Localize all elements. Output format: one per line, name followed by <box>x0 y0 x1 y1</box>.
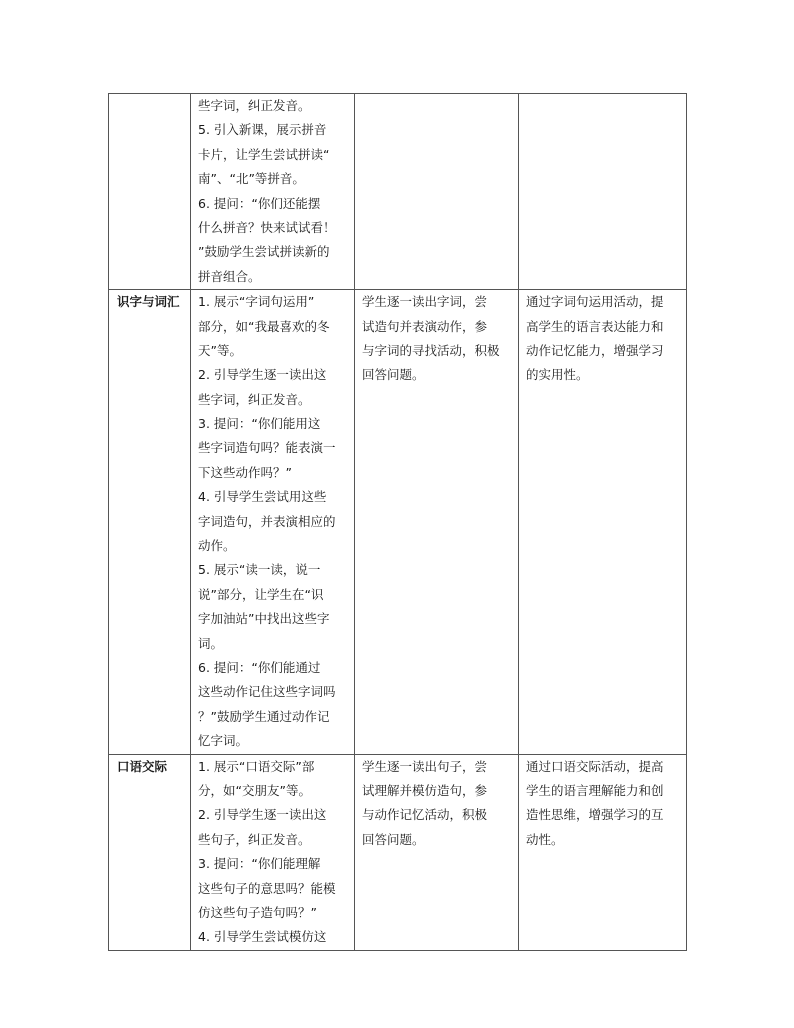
teacher-activity-line: 动作。 <box>198 538 236 554</box>
teacher-activity-line: 2. 引导学生逐一读出这 <box>198 367 327 383</box>
teacher-activity-line: 字加油站”中找出这些字 <box>198 611 330 627</box>
design-purpose-line: 学生的语言理解能力和创 <box>526 782 664 798</box>
teacher-activity-cell <box>191 290 355 754</box>
student-activity-cell <box>355 290 519 754</box>
student-activity-line: 回答问题。 <box>362 831 425 847</box>
teacher-activity-line: 词。 <box>198 635 224 651</box>
student-activity-line: 学生逐一读出字词，尝 <box>362 294 488 310</box>
table-row-vocabulary <box>109 290 687 754</box>
teacher-activity-line: 仿这些句子造句吗？” <box>198 904 317 920</box>
student-activity-line: 回答问题。 <box>362 367 425 383</box>
section-label <box>117 94 186 118</box>
design-purpose-line: 动性。 <box>526 831 564 847</box>
teacher-activity-line: 些句子，纠正发音。 <box>198 831 311 847</box>
design-purpose-cell <box>519 94 687 290</box>
student-activity-line: 与动作记忆活动，积极 <box>362 807 488 823</box>
teacher-activity-line: 3. 提问：“你们能理解 <box>198 856 321 872</box>
teacher-activity-line: 5. 引入新课，展示拼音 <box>198 122 327 138</box>
teacher-activity-line: 4. 引导学生尝试模仿这 <box>198 929 327 945</box>
teacher-activity-line: 卡片，让学生尝试拼读“ <box>198 146 330 162</box>
teacher-activity-line: ”鼓励学生尝试拼读新的 <box>198 244 330 260</box>
teacher-activity-line: 南”、“北”等拼音。 <box>198 171 305 187</box>
student-activity-line: 试造句并表演动作，参 <box>362 318 488 334</box>
teacher-activity-line: 这些动作记住这些字词吗 <box>198 684 336 700</box>
student-activity-line: 与字词的寻找活动，积极 <box>362 342 500 358</box>
teacher-activity-line: 1. 展示“口语交际”部 <box>198 758 315 774</box>
table-row-oral-communication <box>109 754 687 950</box>
section-label-cell <box>109 290 191 754</box>
student-activity-line: 学生逐一读出句子，尝 <box>362 758 488 774</box>
teacher-activity-line: 天”等。 <box>198 342 242 358</box>
design-purpose-line: 动作记忆能力，增强学习 <box>526 342 664 358</box>
teacher-activity-line: 6. 提问：“你们还能摆 <box>198 195 321 211</box>
teacher-activity-line: 5. 展示“读一读，说一 <box>198 562 321 578</box>
section-label: 口语交际 <box>117 758 168 774</box>
teacher-activity-line: 下这些动作吗？” <box>198 464 292 480</box>
teacher-activity-line: 字词造句，并表演相应的 <box>198 513 336 529</box>
student-activity-line: 试理解并模仿造句，参 <box>362 782 488 798</box>
design-purpose-cell <box>519 290 687 754</box>
lesson-plan-table <box>108 93 687 951</box>
teacher-activity-line: 什么拼音？快来试试看！ <box>198 219 336 235</box>
design-purpose-cell <box>519 754 687 950</box>
teacher-activity-line: 分，如“交朋友”等。 <box>198 782 311 798</box>
teacher-activity-line: 这些句子的意思吗？能模 <box>198 880 336 896</box>
table-body <box>109 94 687 951</box>
teacher-activity-cell <box>191 754 355 950</box>
teacher-activity-line: 忆字词。 <box>198 733 249 749</box>
design-purpose-line: 通过字词句运用活动，提 <box>526 294 664 310</box>
design-purpose-line: 造性思维，增强学习的互 <box>526 807 664 823</box>
teacher-activity-line: 些字词，纠正发音。 <box>198 98 311 113</box>
teacher-activity-cell <box>191 94 355 290</box>
design-purpose-line: 通过口语交际活动，提高 <box>526 758 664 774</box>
student-activity-cell <box>355 754 519 950</box>
design-purpose-line: 高学生的语言表达能力和 <box>526 318 664 334</box>
teacher-activity-line: 1. 展示“字词句运用” <box>198 294 315 310</box>
teacher-activity-line: 部分，如“我最喜欢的冬 <box>198 318 330 334</box>
teacher-activity-line: 2. 引导学生逐一读出这 <box>198 807 327 823</box>
teacher-activity-line: 3. 提问：“你们能用这 <box>198 416 321 432</box>
student-activity-cell <box>355 94 519 290</box>
table-row-continuation <box>109 94 687 290</box>
section-label-cell <box>109 94 191 290</box>
section-label: 识字与词汇 <box>117 294 180 310</box>
teacher-activity-line: 6. 提问：“你们能通过 <box>198 659 321 675</box>
teacher-activity-line: 拼音组合。 <box>198 268 261 284</box>
section-label-cell <box>109 754 191 950</box>
teacher-activity-line: ？”鼓励学生通过动作记 <box>198 708 330 724</box>
teacher-activity-line: 4. 引导学生尝试用这些 <box>198 489 327 505</box>
teacher-activity-line: 些字词，纠正发音。 <box>198 391 311 407</box>
teacher-activity-line: 说”部分，让学生在“识 <box>198 586 324 602</box>
teacher-activity-line: 些字词造句吗？能表演一 <box>198 440 336 456</box>
design-purpose-line: 的实用性。 <box>526 367 589 383</box>
